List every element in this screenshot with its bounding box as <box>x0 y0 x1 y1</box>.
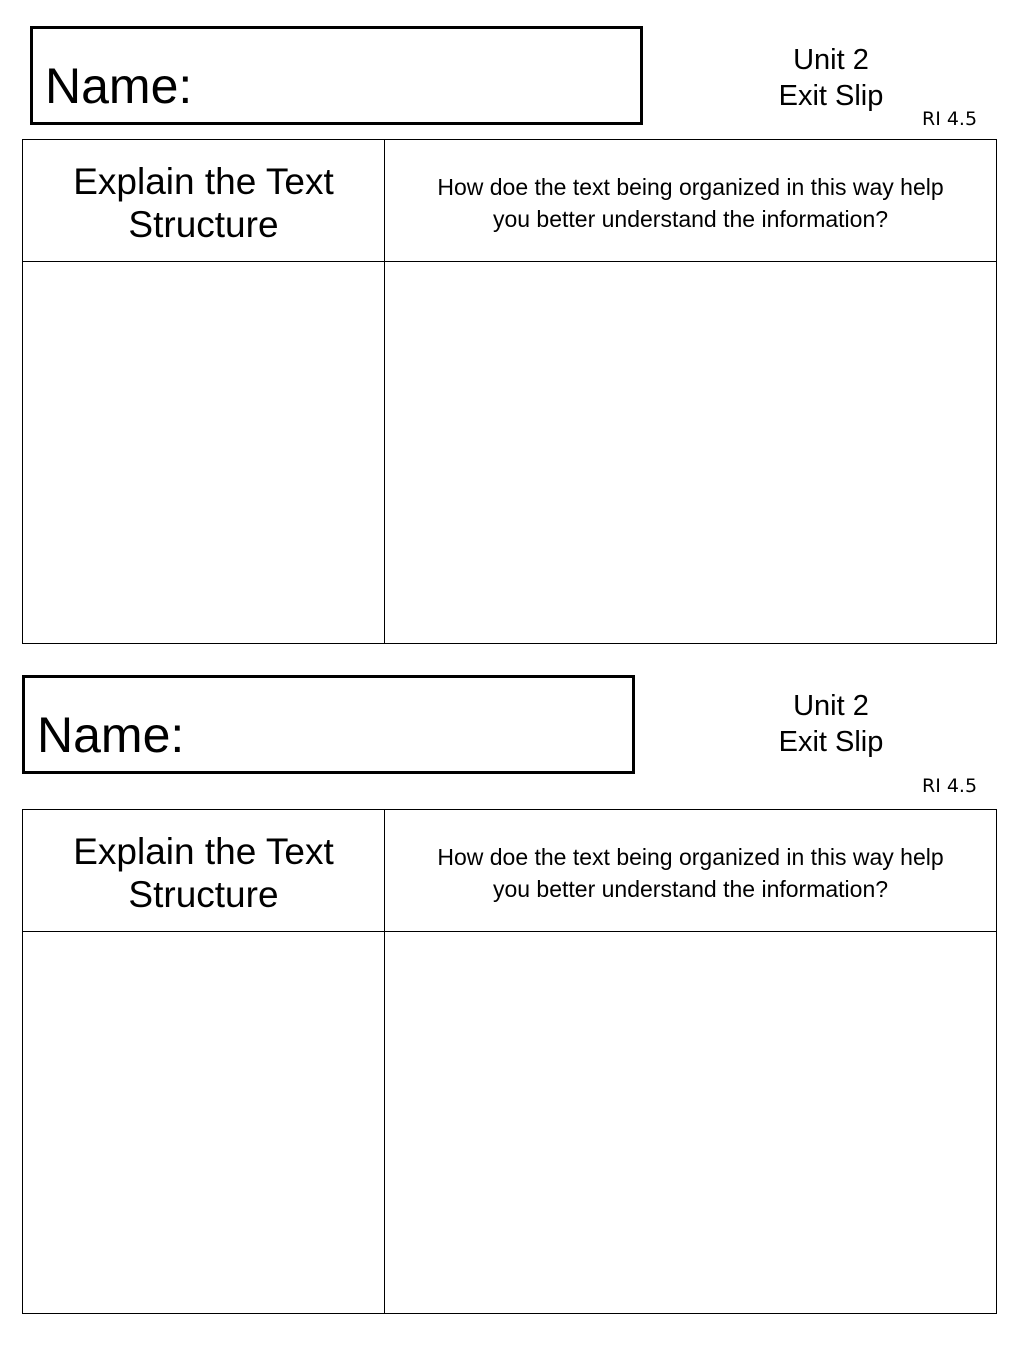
header-question-line2: you better understand the information? <box>492 876 889 902</box>
name-field[interactable] <box>30 26 643 125</box>
header-question-line1: How doe the text being organized in this way help <box>437 174 944 200</box>
header-question <box>385 810 996 932</box>
unit-title <box>731 42 931 114</box>
exit-slip-2 <box>0 669 1024 1329</box>
exit-slip-1 <box>0 0 1024 660</box>
header-question-line2: you better understand the information? <box>492 206 889 232</box>
name-field[interactable] <box>22 675 635 774</box>
name-label: Name: <box>37 707 185 763</box>
header-question <box>385 140 996 262</box>
header-explain-structure <box>23 810 385 932</box>
slip-type: Exit Slip <box>778 80 884 112</box>
header-explain-structure <box>23 140 385 262</box>
answer-cell-structure[interactable] <box>23 932 385 1313</box>
header-explain-line2: Structure <box>128 204 279 245</box>
header-explain-line2: Structure <box>128 874 279 915</box>
unit-number: Unit 2 <box>793 44 869 76</box>
slip-type: Exit Slip <box>778 726 884 758</box>
standard-code: RI 4.5 <box>922 108 978 130</box>
answer-cell-structure[interactable] <box>23 262 385 643</box>
response-table <box>22 139 997 644</box>
unit-title <box>731 688 931 760</box>
name-label: Name: <box>45 58 193 114</box>
header-explain-line1: Explain the Text <box>73 161 334 202</box>
standard-code: RI 4.5 <box>922 775 978 797</box>
unit-number: Unit 2 <box>793 690 869 722</box>
answer-cell-question[interactable] <box>385 932 996 1313</box>
answer-cell-question[interactable] <box>385 262 996 643</box>
header-explain-line1: Explain the Text <box>73 831 334 872</box>
header-question-line1: How doe the text being organized in this way help <box>437 844 944 870</box>
response-table <box>22 809 997 1314</box>
